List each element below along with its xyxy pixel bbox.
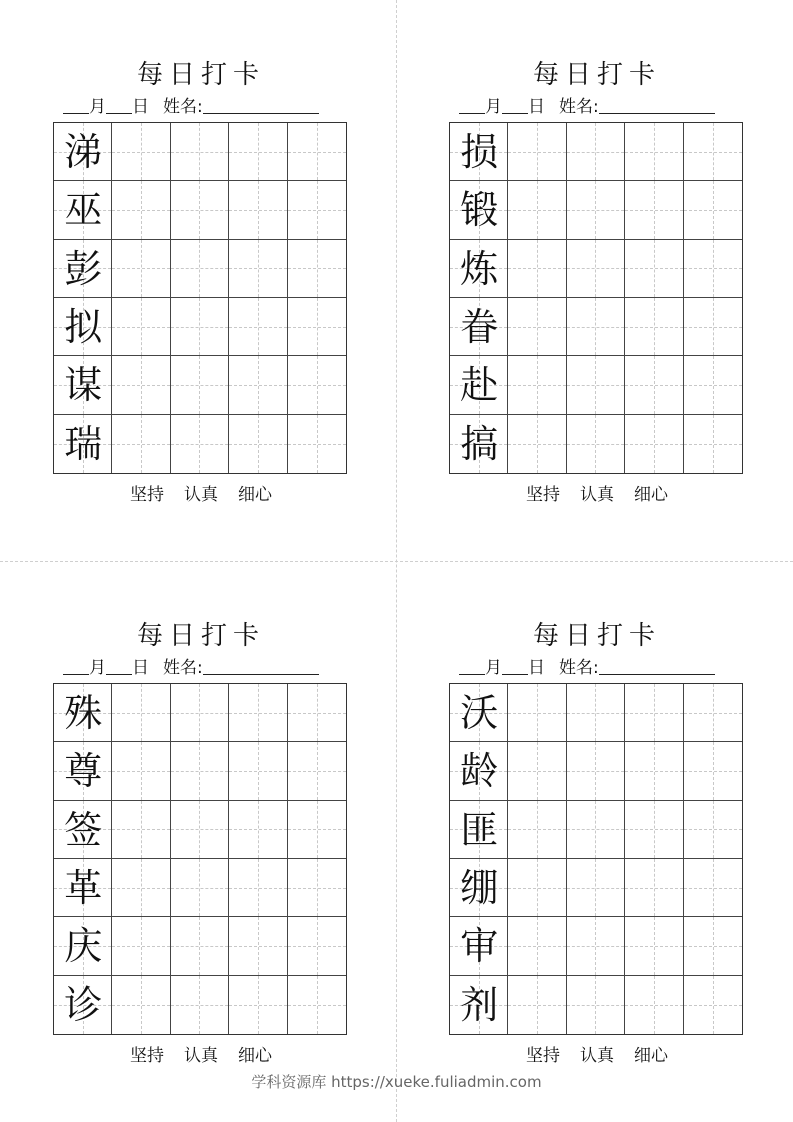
guide-line-horizontal	[508, 327, 565, 328]
model-character: 搞	[460, 421, 499, 466]
guide-line-horizontal	[684, 829, 742, 830]
motto-word: 认真	[184, 485, 218, 505]
model-character: 沃	[460, 691, 499, 735]
model-character: 瑞	[64, 421, 103, 466]
model-character-cell	[54, 917, 112, 975]
guide-line-horizontal	[229, 713, 286, 714]
guide-line-horizontal	[171, 210, 228, 211]
practice-cell[interactable]	[112, 240, 170, 298]
model-character-cell	[450, 917, 508, 975]
guide-line-horizontal	[288, 888, 346, 889]
guide-line-horizontal	[684, 152, 742, 153]
practice-cell[interactable]	[171, 123, 229, 181]
guide-line-horizontal	[112, 327, 169, 328]
name-label: 姓名:	[559, 97, 599, 117]
guide-line-horizontal	[171, 444, 228, 445]
guide-line-horizontal	[508, 771, 565, 772]
practice-cell[interactable]	[171, 298, 229, 356]
guide-line-horizontal	[112, 771, 169, 772]
name-label: 姓名:	[559, 658, 599, 678]
guide-line-horizontal	[625, 1005, 682, 1006]
guide-line-horizontal	[684, 385, 742, 386]
guide-line-horizontal	[684, 444, 742, 445]
guide-line-horizontal	[112, 385, 169, 386]
practice-cell[interactable]	[508, 684, 566, 742]
guide-line-horizontal	[508, 210, 565, 211]
practice-cell[interactable]	[508, 976, 566, 1034]
guide-line-horizontal	[508, 888, 565, 889]
guide-line-horizontal	[567, 268, 624, 269]
card-title: 每日打卡	[532, 60, 661, 90]
practice-card	[449, 619, 745, 1089]
guide-line-horizontal	[229, 385, 286, 386]
practice-cell[interactable]	[288, 917, 346, 975]
guide-line-horizontal	[625, 713, 682, 714]
practice-card	[53, 619, 349, 1089]
practice-cell[interactable]	[508, 298, 566, 356]
guide-line-horizontal	[625, 888, 682, 889]
practice-cell[interactable]	[229, 415, 287, 473]
practice-cell[interactable]	[508, 123, 566, 181]
guide-line-horizontal	[288, 1005, 346, 1006]
card-title: 每日打卡	[532, 621, 661, 651]
model-character: 巫	[64, 188, 103, 233]
guide-line-horizontal	[112, 444, 169, 445]
model-character: 签	[64, 807, 103, 852]
guide-line-horizontal	[684, 327, 742, 328]
practice-cell[interactable]	[171, 742, 229, 800]
guide-line-horizontal	[508, 946, 565, 947]
practice-cell[interactable]	[567, 684, 625, 742]
name-blank[interactable]	[203, 97, 319, 114]
practice-cell[interactable]	[229, 976, 287, 1034]
practice-cell[interactable]	[171, 976, 229, 1034]
model-character: 赴	[460, 363, 499, 408]
model-character: 庆	[64, 924, 103, 969]
practice-cell[interactable]	[625, 684, 683, 742]
practice-cell[interactable]	[567, 298, 625, 356]
practice-cell[interactable]	[567, 801, 625, 859]
guide-line-horizontal	[684, 771, 742, 772]
practice-cell[interactable]	[229, 181, 287, 239]
guide-line-horizontal	[684, 1005, 742, 1006]
model-character-cell	[450, 123, 508, 181]
day-label: 日	[132, 658, 149, 678]
day-blank[interactable]	[106, 97, 132, 114]
model-character: 炼	[460, 246, 499, 291]
guide-line-horizontal	[229, 829, 286, 830]
guide-line-horizontal	[171, 829, 228, 830]
practice-cell[interactable]	[112, 684, 170, 742]
guide-line-horizontal	[567, 713, 624, 714]
guide-line-horizontal	[288, 385, 346, 386]
practice-cell[interactable]	[567, 240, 625, 298]
model-character-cell	[54, 415, 112, 473]
practice-cell[interactable]	[288, 976, 346, 1034]
practice-cell[interactable]	[288, 801, 346, 859]
model-character: 谋	[64, 363, 103, 408]
practice-cell[interactable]	[171, 801, 229, 859]
model-character-cell	[54, 356, 112, 414]
model-character-cell	[450, 356, 508, 414]
name-blank[interactable]	[599, 658, 715, 675]
practice-cell[interactable]	[229, 801, 287, 859]
practice-cell[interactable]	[625, 356, 683, 414]
model-character-cell	[450, 298, 508, 356]
motto-word: 坚持	[526, 1046, 560, 1066]
practice-cell[interactable]	[684, 917, 742, 975]
model-character-cell	[450, 181, 508, 239]
model-character-cell	[450, 859, 508, 917]
model-character: 殊	[64, 691, 103, 735]
practice-cell[interactable]	[171, 356, 229, 414]
practice-cell[interactable]	[171, 415, 229, 473]
practice-cell[interactable]	[229, 356, 287, 414]
month-label: 月	[89, 658, 106, 678]
practice-cell[interactable]	[288, 240, 346, 298]
model-character-cell	[54, 240, 112, 298]
guide-line-horizontal	[229, 444, 286, 445]
date-name-line	[63, 96, 319, 118]
model-character: 锻	[460, 188, 499, 233]
practice-cell[interactable]	[567, 976, 625, 1034]
guide-line-horizontal	[288, 771, 346, 772]
model-character: 革	[64, 866, 103, 910]
guide-line-horizontal	[625, 210, 682, 211]
guide-line-horizontal	[112, 268, 169, 269]
guide-line-horizontal	[508, 444, 565, 445]
month-blank[interactable]	[459, 97, 485, 114]
guide-line-horizontal	[288, 946, 346, 947]
model-character-cell	[54, 859, 112, 917]
practice-cell[interactable]	[288, 298, 346, 356]
guide-line-horizontal	[171, 713, 228, 714]
guide-line-horizontal	[288, 268, 346, 269]
practice-cell[interactable]	[684, 181, 742, 239]
model-character: 损	[460, 130, 499, 174]
guide-line-horizontal	[112, 1005, 169, 1006]
cut-line-horizontal	[0, 561, 793, 562]
day-label: 日	[528, 97, 545, 117]
practice-cell[interactable]	[112, 859, 170, 917]
model-character: 绷	[460, 866, 499, 910]
practice-cell[interactable]	[684, 356, 742, 414]
guide-line-horizontal	[112, 946, 169, 947]
model-character-cell	[54, 298, 112, 356]
guide-line-horizontal	[112, 152, 169, 153]
practice-cell[interactable]	[625, 123, 683, 181]
guide-line-horizontal	[625, 327, 682, 328]
practice-cell[interactable]	[567, 742, 625, 800]
guide-line-horizontal	[625, 268, 682, 269]
model-character: 眷	[460, 305, 499, 349]
day-label: 日	[528, 658, 545, 678]
practice-cell[interactable]	[625, 917, 683, 975]
practice-cell[interactable]	[684, 415, 742, 473]
guide-line-horizontal	[567, 1005, 624, 1006]
model-character: 尊	[64, 749, 103, 794]
practice-cell[interactable]	[625, 976, 683, 1034]
practice-cell[interactable]	[229, 298, 287, 356]
model-character: 剂	[460, 982, 499, 1027]
guide-line-horizontal	[288, 152, 346, 153]
practice-cell[interactable]	[567, 415, 625, 473]
tian-grid	[53, 683, 347, 1035]
motto-word: 坚持	[526, 485, 560, 505]
guide-line-horizontal	[171, 385, 228, 386]
guide-line-horizontal	[567, 152, 624, 153]
model-character-cell	[54, 181, 112, 239]
model-character-cell	[54, 684, 112, 742]
month-blank[interactable]	[63, 97, 89, 114]
day-blank[interactable]	[502, 97, 528, 114]
motto	[449, 1041, 745, 1066]
practice-cell[interactable]	[567, 123, 625, 181]
practice-cell[interactable]	[112, 742, 170, 800]
practice-cell[interactable]	[567, 917, 625, 975]
practice-cell[interactable]	[508, 415, 566, 473]
practice-cell[interactable]	[171, 859, 229, 917]
day-blank[interactable]	[502, 658, 528, 675]
model-character-cell	[450, 415, 508, 473]
practice-cell[interactable]	[112, 356, 170, 414]
motto-word: 细心	[238, 1046, 272, 1066]
footer-watermark: 学科资源库 https://xueke.fuliadmin.com	[251, 1073, 542, 1091]
practice-cell[interactable]	[288, 742, 346, 800]
motto-word: 认真	[580, 485, 614, 505]
practice-cell[interactable]	[229, 684, 287, 742]
tian-grid	[449, 683, 743, 1035]
date-name-line	[459, 96, 715, 118]
day-blank[interactable]	[106, 658, 132, 675]
practice-cell[interactable]	[625, 859, 683, 917]
month-blank[interactable]	[459, 658, 485, 675]
guide-line-horizontal	[684, 713, 742, 714]
practice-cell[interactable]	[625, 298, 683, 356]
model-character-cell	[450, 240, 508, 298]
practice-cell[interactable]	[508, 917, 566, 975]
practice-cell[interactable]	[171, 917, 229, 975]
practice-cell[interactable]	[684, 298, 742, 356]
practice-cell[interactable]	[288, 181, 346, 239]
practice-cell[interactable]	[112, 298, 170, 356]
model-character: 诊	[64, 982, 103, 1027]
guide-line-horizontal	[508, 1005, 565, 1006]
practice-card	[53, 58, 349, 528]
model-character-cell	[54, 801, 112, 859]
practice-cell[interactable]	[567, 859, 625, 917]
guide-line-horizontal	[508, 713, 565, 714]
practice-cell[interactable]	[567, 356, 625, 414]
guide-line-horizontal	[508, 268, 565, 269]
month-blank[interactable]	[63, 658, 89, 675]
model-character: 匪	[460, 807, 499, 852]
guide-line-horizontal	[171, 327, 228, 328]
guide-line-horizontal	[288, 327, 346, 328]
practice-cell[interactable]	[684, 976, 742, 1034]
practice-cell[interactable]	[112, 181, 170, 239]
guide-line-horizontal	[229, 327, 286, 328]
guide-line-horizontal	[112, 829, 169, 830]
motto-word: 细心	[634, 1046, 668, 1066]
guide-line-horizontal	[625, 771, 682, 772]
practice-cell[interactable]	[288, 356, 346, 414]
motto	[53, 480, 349, 505]
model-character-cell	[54, 742, 112, 800]
guide-line-horizontal	[112, 713, 169, 714]
practice-cell[interactable]	[112, 415, 170, 473]
guide-line-horizontal	[508, 385, 565, 386]
guide-line-horizontal	[112, 888, 169, 889]
guide-line-horizontal	[567, 829, 624, 830]
practice-cell[interactable]	[288, 123, 346, 181]
guide-line-horizontal	[567, 888, 624, 889]
motto-word: 细心	[634, 485, 668, 505]
motto-word: 细心	[238, 485, 272, 505]
guide-line-horizontal	[171, 152, 228, 153]
practice-cell[interactable]	[229, 859, 287, 917]
practice-cell[interactable]	[508, 181, 566, 239]
guide-line-horizontal	[684, 946, 742, 947]
guide-line-horizontal	[171, 1005, 228, 1006]
practice-cell[interactable]	[112, 801, 170, 859]
guide-line-horizontal	[229, 210, 286, 211]
tian-grid	[53, 122, 347, 474]
guide-line-horizontal	[625, 385, 682, 386]
guide-line-horizontal	[171, 888, 228, 889]
guide-line-horizontal	[625, 829, 682, 830]
month-label: 月	[485, 658, 502, 678]
motto-word: 认真	[184, 1046, 218, 1066]
practice-cell[interactable]	[229, 123, 287, 181]
guide-line-horizontal	[625, 444, 682, 445]
practice-cell[interactable]	[171, 684, 229, 742]
name-label: 姓名:	[163, 658, 203, 678]
tian-grid	[449, 122, 743, 474]
model-character-cell	[450, 684, 508, 742]
guide-line-horizontal	[567, 444, 624, 445]
guide-line-horizontal	[567, 771, 624, 772]
motto	[449, 480, 745, 505]
guide-line-horizontal	[112, 210, 169, 211]
guide-line-horizontal	[229, 1005, 286, 1006]
guide-line-horizontal	[171, 946, 228, 947]
practice-cell[interactable]	[288, 684, 346, 742]
practice-cell[interactable]	[625, 181, 683, 239]
practice-cell[interactable]	[684, 859, 742, 917]
practice-cell[interactable]	[625, 415, 683, 473]
practice-cell[interactable]	[112, 976, 170, 1034]
practice-cell[interactable]	[684, 684, 742, 742]
model-character: 审	[460, 924, 499, 969]
guide-line-horizontal	[229, 946, 286, 947]
practice-cell[interactable]	[508, 859, 566, 917]
model-character-cell	[54, 123, 112, 181]
practice-cell[interactable]	[288, 859, 346, 917]
name-blank[interactable]	[599, 97, 715, 114]
model-character-cell	[54, 976, 112, 1034]
model-character-cell	[450, 801, 508, 859]
guide-line-horizontal	[567, 210, 624, 211]
practice-cell[interactable]	[625, 240, 683, 298]
practice-cell[interactable]	[288, 415, 346, 473]
practice-card	[449, 58, 745, 528]
guide-line-horizontal	[567, 946, 624, 947]
practice-cell[interactable]	[229, 917, 287, 975]
name-label: 姓名:	[163, 97, 203, 117]
guide-line-horizontal	[288, 210, 346, 211]
motto-word: 坚持	[130, 485, 164, 505]
guide-line-horizontal	[229, 152, 286, 153]
model-character: 彭	[64, 246, 103, 291]
guide-line-horizontal	[684, 210, 742, 211]
motto-word: 认真	[580, 1046, 614, 1066]
guide-line-horizontal	[229, 771, 286, 772]
date-name-line	[459, 657, 715, 679]
guide-line-horizontal	[229, 268, 286, 269]
motto	[53, 1041, 349, 1066]
month-label: 月	[485, 97, 502, 117]
guide-line-horizontal	[684, 888, 742, 889]
model-character-cell	[450, 742, 508, 800]
guide-line-horizontal	[567, 385, 624, 386]
practice-cell[interactable]	[625, 801, 683, 859]
guide-line-horizontal	[508, 152, 565, 153]
practice-cell[interactable]	[567, 181, 625, 239]
guide-line-horizontal	[625, 946, 682, 947]
model-character: 龄	[460, 749, 499, 794]
name-blank[interactable]	[203, 658, 319, 675]
practice-cell[interactable]	[508, 742, 566, 800]
practice-cell[interactable]	[112, 917, 170, 975]
model-character: 拟	[64, 305, 103, 349]
guide-line-horizontal	[684, 268, 742, 269]
date-name-line	[63, 657, 319, 679]
motto-word: 坚持	[130, 1046, 164, 1066]
practice-cell[interactable]	[684, 801, 742, 859]
practice-cell[interactable]	[171, 240, 229, 298]
practice-cell[interactable]	[508, 801, 566, 859]
practice-cell[interactable]	[684, 123, 742, 181]
practice-cell[interactable]	[112, 123, 170, 181]
guide-line-horizontal	[288, 713, 346, 714]
guide-line-horizontal	[625, 152, 682, 153]
practice-cell[interactable]	[625, 742, 683, 800]
card-title: 每日打卡	[136, 60, 265, 90]
model-character: 涕	[64, 130, 103, 174]
practice-cell[interactable]	[684, 240, 742, 298]
card-title: 每日打卡	[136, 621, 265, 651]
guide-line-horizontal	[229, 888, 286, 889]
practice-cell[interactable]	[508, 356, 566, 414]
guide-line-horizontal	[171, 268, 228, 269]
practice-cell[interactable]	[171, 181, 229, 239]
guide-line-horizontal	[171, 771, 228, 772]
practice-cell[interactable]	[229, 240, 287, 298]
guide-line-horizontal	[508, 829, 565, 830]
day-label: 日	[132, 97, 149, 117]
practice-cell[interactable]	[508, 240, 566, 298]
guide-line-horizontal	[567, 327, 624, 328]
practice-cell[interactable]	[229, 742, 287, 800]
practice-cell[interactable]	[684, 742, 742, 800]
model-character-cell	[450, 976, 508, 1034]
guide-line-horizontal	[288, 444, 346, 445]
guide-line-horizontal	[288, 829, 346, 830]
month-label: 月	[89, 97, 106, 117]
